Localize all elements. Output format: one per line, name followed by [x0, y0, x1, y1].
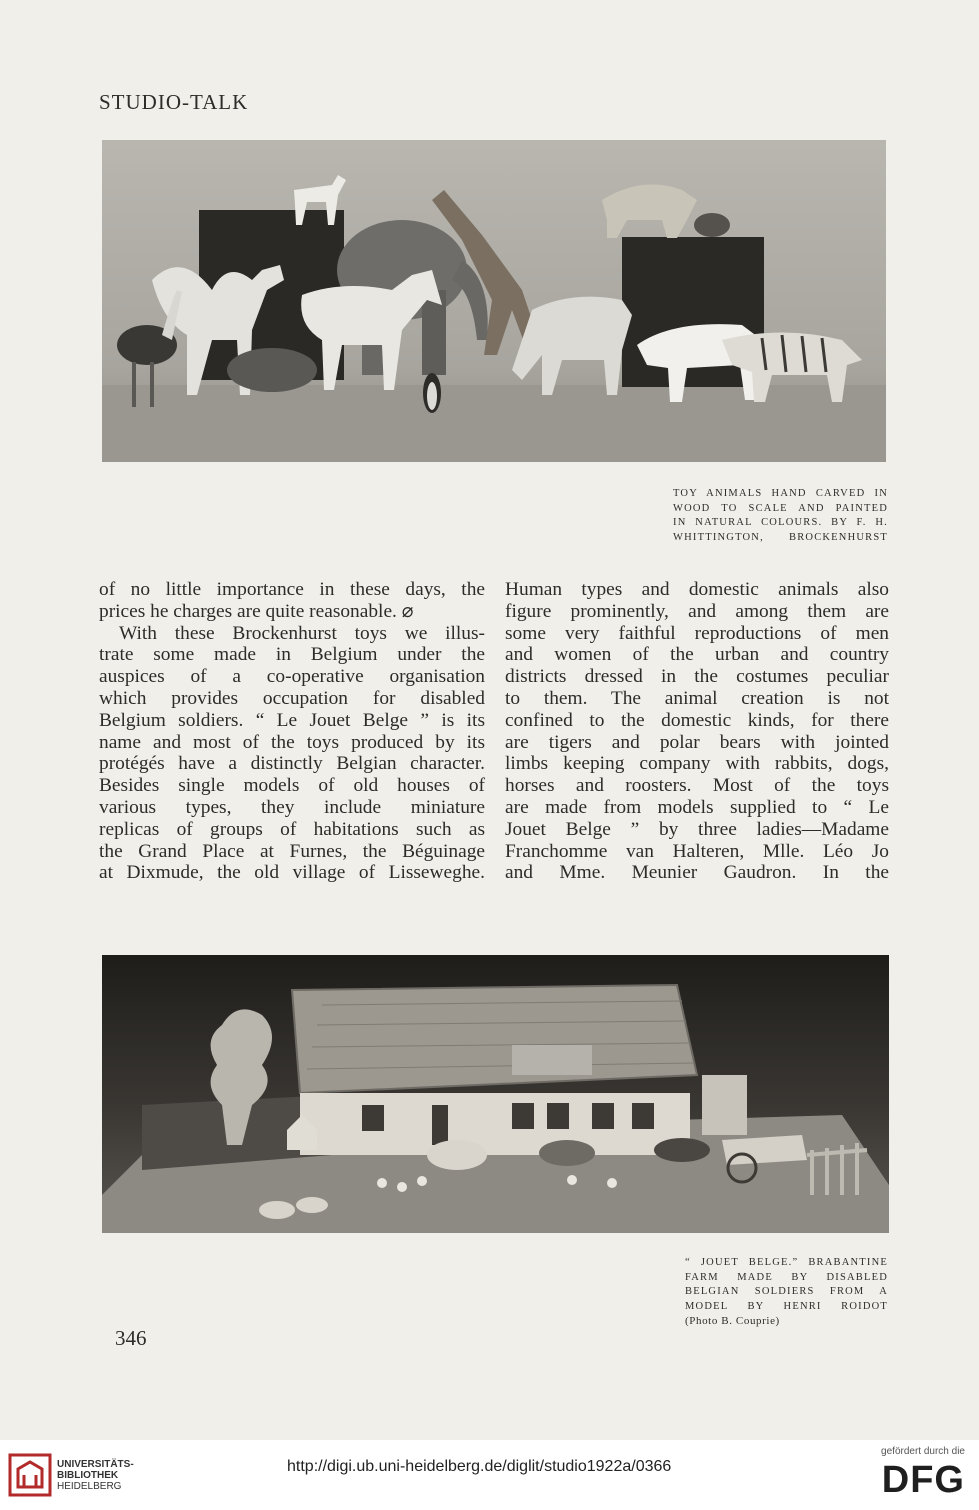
caption-line: “ JOUET BELGE.” BRABANTINE — [685, 1257, 888, 1268]
digitization-footer — [0, 1440, 979, 1510]
funding-note: gefördert durch die — [881, 1446, 965, 1457]
text-line: name and most of the toys produced by its — [99, 731, 485, 753]
toy-animals-photograph — [102, 140, 886, 462]
text-line: limbs keeping company with rabbits, dogs, — [505, 753, 889, 775]
right-text-column — [505, 579, 889, 884]
text-line: Besides single models of old houses of — [99, 775, 485, 797]
caption-line: TOY ANIMALS HAND CARVED IN — [673, 488, 888, 499]
university-library-name[interactable] — [57, 1459, 134, 1492]
left-text-column — [99, 579, 485, 884]
text-line: Human types and domestic animals also — [505, 579, 889, 600]
farm-model-illustration — [102, 955, 889, 1233]
university-library-logo[interactable] — [8, 1453, 52, 1497]
text-line: and Mme. Meunier Gaudron. In the — [505, 862, 889, 884]
text-line: are made from models supplied to “ Le — [505, 796, 889, 818]
document-url[interactable]: http://digi.ub.uni-heidelberg.de/diglit/studio1922a/0366 — [287, 1458, 672, 1475]
text-line: at Dixmude, the old village of Lisseweghe. — [99, 862, 485, 884]
page-number: 346 — [115, 1326, 147, 1350]
text-line: trate some made in Belgium under the — [99, 644, 485, 666]
library-name-line: HEIDELBERG — [57, 1481, 122, 1492]
library-name-line: UNIVERSITÄTS- — [57, 1459, 134, 1470]
text-line: Jouet Belge ” by three ladies—Madame — [505, 818, 889, 840]
caption-line: FARM MADE BY DISABLED — [685, 1271, 888, 1283]
dfg-logo[interactable]: DFG — [881, 1459, 965, 1501]
text-line: are tigers and polar bears with jointed — [505, 731, 889, 753]
text-line: replicas of groups of habitations such as — [99, 818, 485, 840]
text-line: various types, they include miniature — [99, 796, 485, 818]
text-line: prices he charges are quite reasonable. ⌀ — [99, 600, 414, 622]
toy-animals-illustration — [102, 140, 886, 462]
library-name-line: BIBLIOTHEK — [57, 1470, 119, 1481]
text-line: Franchomme van Halteren, Mlle. Léo Jo — [505, 840, 889, 862]
farm-model-photograph — [102, 955, 889, 1233]
text-line: some very faithful reproductions of men — [505, 622, 889, 644]
text-line: the Grand Place at Furnes, the Béguinage — [99, 840, 485, 862]
caption-line: IN NATURAL COLOURS. BY F. H. — [673, 517, 888, 528]
caption-line: WOOD TO SCALE AND PAINTED — [673, 502, 888, 514]
figure-2-caption — [685, 1256, 888, 1329]
text-line: and women of the urban and country — [505, 644, 889, 666]
text-line: Belgium soldiers. “ Le Jouet Belge ” is its — [99, 709, 485, 731]
figure-1-caption — [673, 487, 888, 545]
text-line: horses and roosters. Most of the toys — [505, 775, 889, 797]
text-line: which provides occupation for disabled — [99, 687, 485, 709]
running-title: STUDIO-TALK — [99, 90, 249, 114]
text-line: confined to the domestic kinds, for there — [505, 709, 889, 731]
photo-credit: (Photo B. Couprie) — [685, 1315, 780, 1327]
text-line: to them. The animal creation is not — [505, 687, 889, 709]
caption-line: BELGIAN SOLDIERS FROM A — [685, 1286, 888, 1297]
text-line: of no little importance in these days, the — [99, 579, 485, 600]
text-line: With these Brockenhurst toys we illus- — [119, 622, 485, 644]
text-line: figure prominently, and among them are — [505, 600, 889, 622]
caption-line: MODEL BY HENRI ROIDOT — [685, 1300, 888, 1312]
text-line: protégés have a distinctly Belgian character. — [99, 753, 485, 775]
text-line: auspices of a co-operative organisation — [99, 666, 485, 688]
caption-line: WHITTINGTON, BROCKENHURST — [673, 531, 888, 543]
text-line: districts dressed in the costumes peculiar — [505, 666, 889, 688]
